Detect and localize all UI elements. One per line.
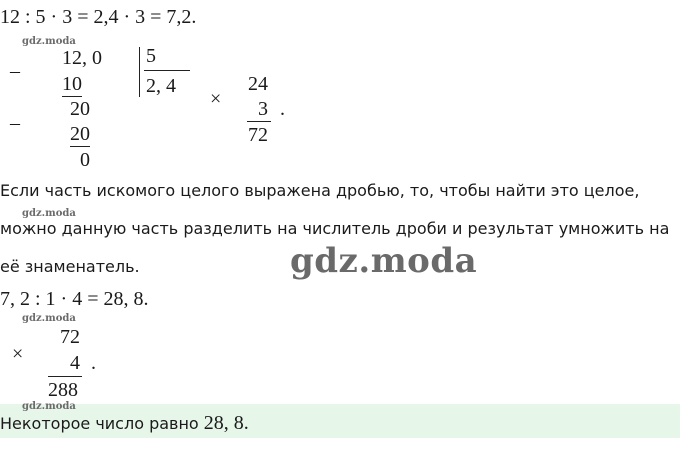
mult-2-line <box>48 376 82 377</box>
division-quotient: 2, 4 <box>146 75 176 97</box>
mult-1-dot: . <box>280 98 285 120</box>
mult-2-dot: . <box>91 352 96 374</box>
division-remainder-1: 20 <box>70 98 90 120</box>
mult-1-result: 72 <box>248 124 268 146</box>
mult-1-factor-a: 24 <box>248 73 268 95</box>
watermark-small: gdz.moda <box>22 36 76 47</box>
division-divisor: 5 <box>146 45 156 67</box>
mult-2-sign: × <box>12 343 24 365</box>
division-vertical-bar <box>139 47 140 97</box>
rule-line-2: можно данную часть разделить на числитель дроби и результат умножить на <box>0 219 670 238</box>
division-minus-1: – <box>10 60 20 82</box>
mult-1-sign: × <box>210 88 222 110</box>
equation-1: 12 : 5 · 3 = 2,4 · 3 = 7,2. <box>0 6 197 28</box>
mult-1-factor-b: 3 <box>258 98 268 120</box>
division-divisor-line <box>144 70 190 71</box>
answer-line <box>0 412 249 434</box>
mult-2-result: 288 <box>48 379 78 401</box>
division-remainder-2: 0 <box>80 149 90 171</box>
answer-text: Некоторое число равно <box>0 414 204 433</box>
rule-line-3: её знаменатель. <box>0 257 140 276</box>
watermark-small: gdz.moda <box>22 313 76 324</box>
answer-value: 28, 8. <box>203 412 249 434</box>
division-minus-2: – <box>10 112 20 134</box>
mult-1-line <box>247 121 271 122</box>
watermark-small: gdz.moda <box>22 401 76 412</box>
rule-line-1: Если часть искомого целого выражена дробью, то, чтобы найти это целое, <box>0 181 640 200</box>
watermark-big: gdz.moda <box>290 241 478 281</box>
division-dividend: 12, 0 <box>62 47 102 69</box>
division-subtract-2: 20 <box>70 123 90 145</box>
watermark-small: gdz.moda <box>22 208 76 219</box>
equation-2: 7, 2 : 1 · 4 = 28, 8. <box>0 288 149 310</box>
mult-2-factor-b: 4 <box>70 352 80 374</box>
division-subtract-1: 10 <box>62 73 82 95</box>
mult-2-factor-a: 72 <box>60 326 80 348</box>
